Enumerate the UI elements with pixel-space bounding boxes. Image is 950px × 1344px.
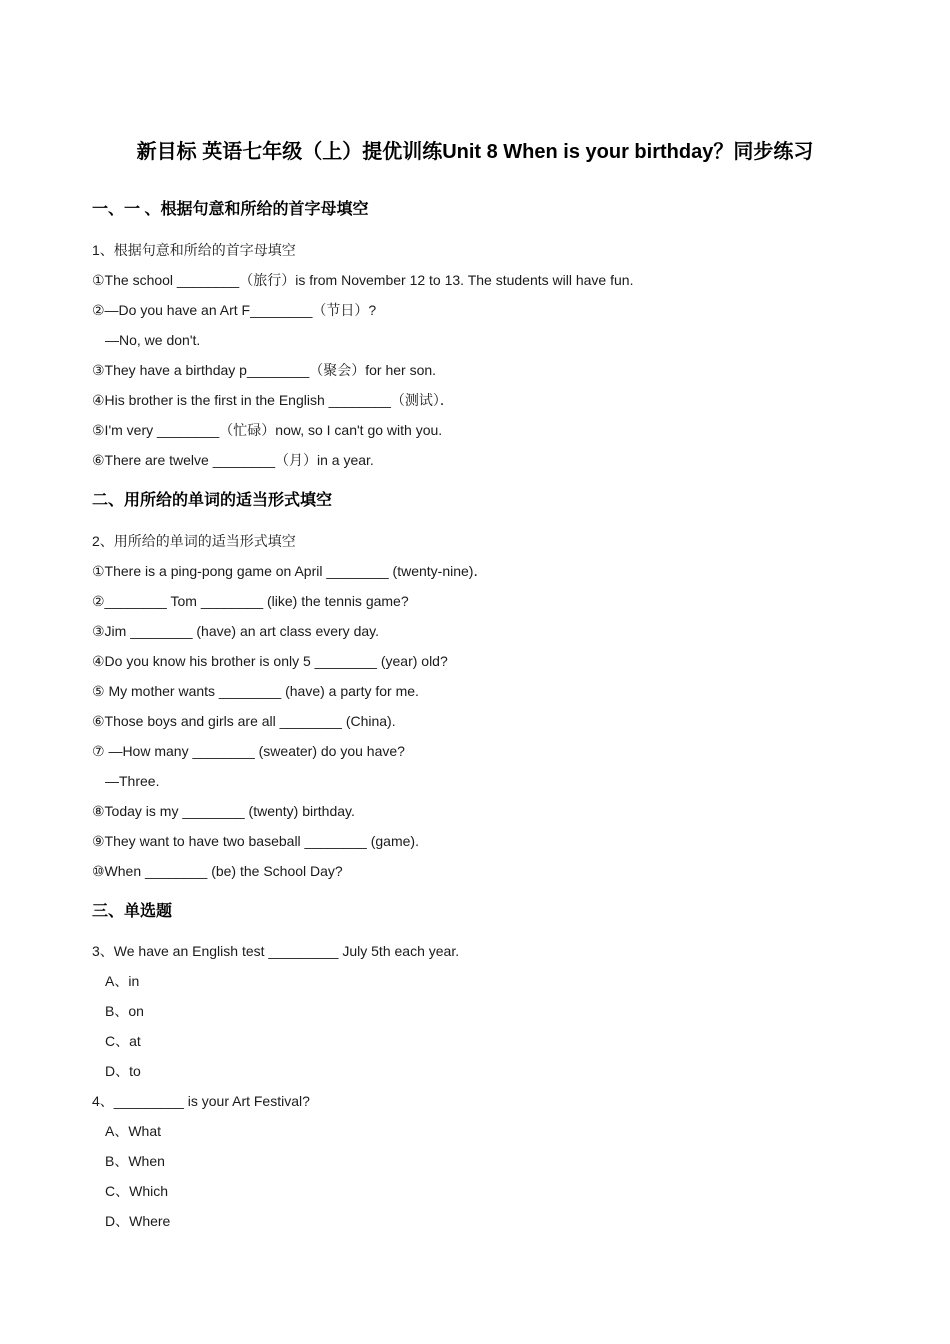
text-line: ②—Do you have an Art F________（节日）?	[92, 301, 377, 318]
text-line: ⑦ —How many ________ (sweater) do you have?	[92, 742, 405, 759]
page-title: 新目标 英语七年级（上）提优训练Unit 8 When is your birthday？同步练习	[136, 141, 814, 163]
text-line: ③They have a birthday p________（聚会）for her son.	[92, 361, 437, 378]
text-line: ⑤I'm very ________（忙碌）now, so I can't go with you.	[92, 421, 443, 438]
text-line: —No, we don't.	[105, 331, 201, 348]
text-line: C、at	[105, 1033, 141, 1050]
text-line: ①There is a ping-pong game on April ________ (twenty-nine)．	[92, 562, 488, 579]
text-line: ⑥Those boys and girls are all ________ (China).	[92, 712, 396, 729]
text-line: B、When	[105, 1153, 165, 1170]
text-line: ③Jim ________ (have) an art class every day.	[92, 622, 379, 639]
text-line: ④Do you know his brother is only 5 ________ (year) old?	[92, 652, 448, 669]
text-line: C、Which	[105, 1183, 169, 1200]
text-line: ④His brother is the first in the English ________（测试）．	[92, 391, 454, 408]
text-line: D、to	[105, 1063, 141, 1080]
text-line: ②________ Tom ________ (like) the tennis game?	[92, 592, 409, 609]
document-body	[92, 200, 858, 1236]
text-line: ①The school ________（旅行）is from November 12 to 13. The students will have fun.	[92, 271, 634, 288]
text-line: ⑩When ________ (be) the School Day?	[92, 862, 343, 879]
text-line: ⑤ My mother wants ________ (have) a party for me.	[92, 682, 419, 699]
section-heading: 二、用所给的单词的适当形式填空	[92, 491, 333, 509]
section-heading: 三、单选题	[92, 902, 173, 920]
text-line: 3、We have an English test _________ July 5th each year.	[92, 943, 460, 960]
text-line: ⑥There are twelve ________（月）in a year.	[92, 451, 374, 468]
text-line: —Three.	[105, 772, 160, 789]
section-heading: 一、一 、根据句意和所给的首字母填空	[92, 201, 369, 218]
text-line: 4、_________ is your Art Festival?	[92, 1093, 310, 1110]
text-line: D、Where	[105, 1213, 171, 1230]
text-line: ⑧Today is my ________ (twenty) birthday.	[92, 802, 355, 819]
text-line: A、What	[105, 1123, 162, 1140]
text-line: B、on	[105, 1003, 144, 1020]
text-line: 2、用所给的单词的适当形式填空	[92, 532, 296, 549]
text-line: 1、根据句意和所给的首字母填空	[92, 241, 296, 258]
text-line: ⑨They want to have two baseball ________ (game).	[92, 832, 419, 849]
text-line: A、in	[105, 973, 140, 990]
